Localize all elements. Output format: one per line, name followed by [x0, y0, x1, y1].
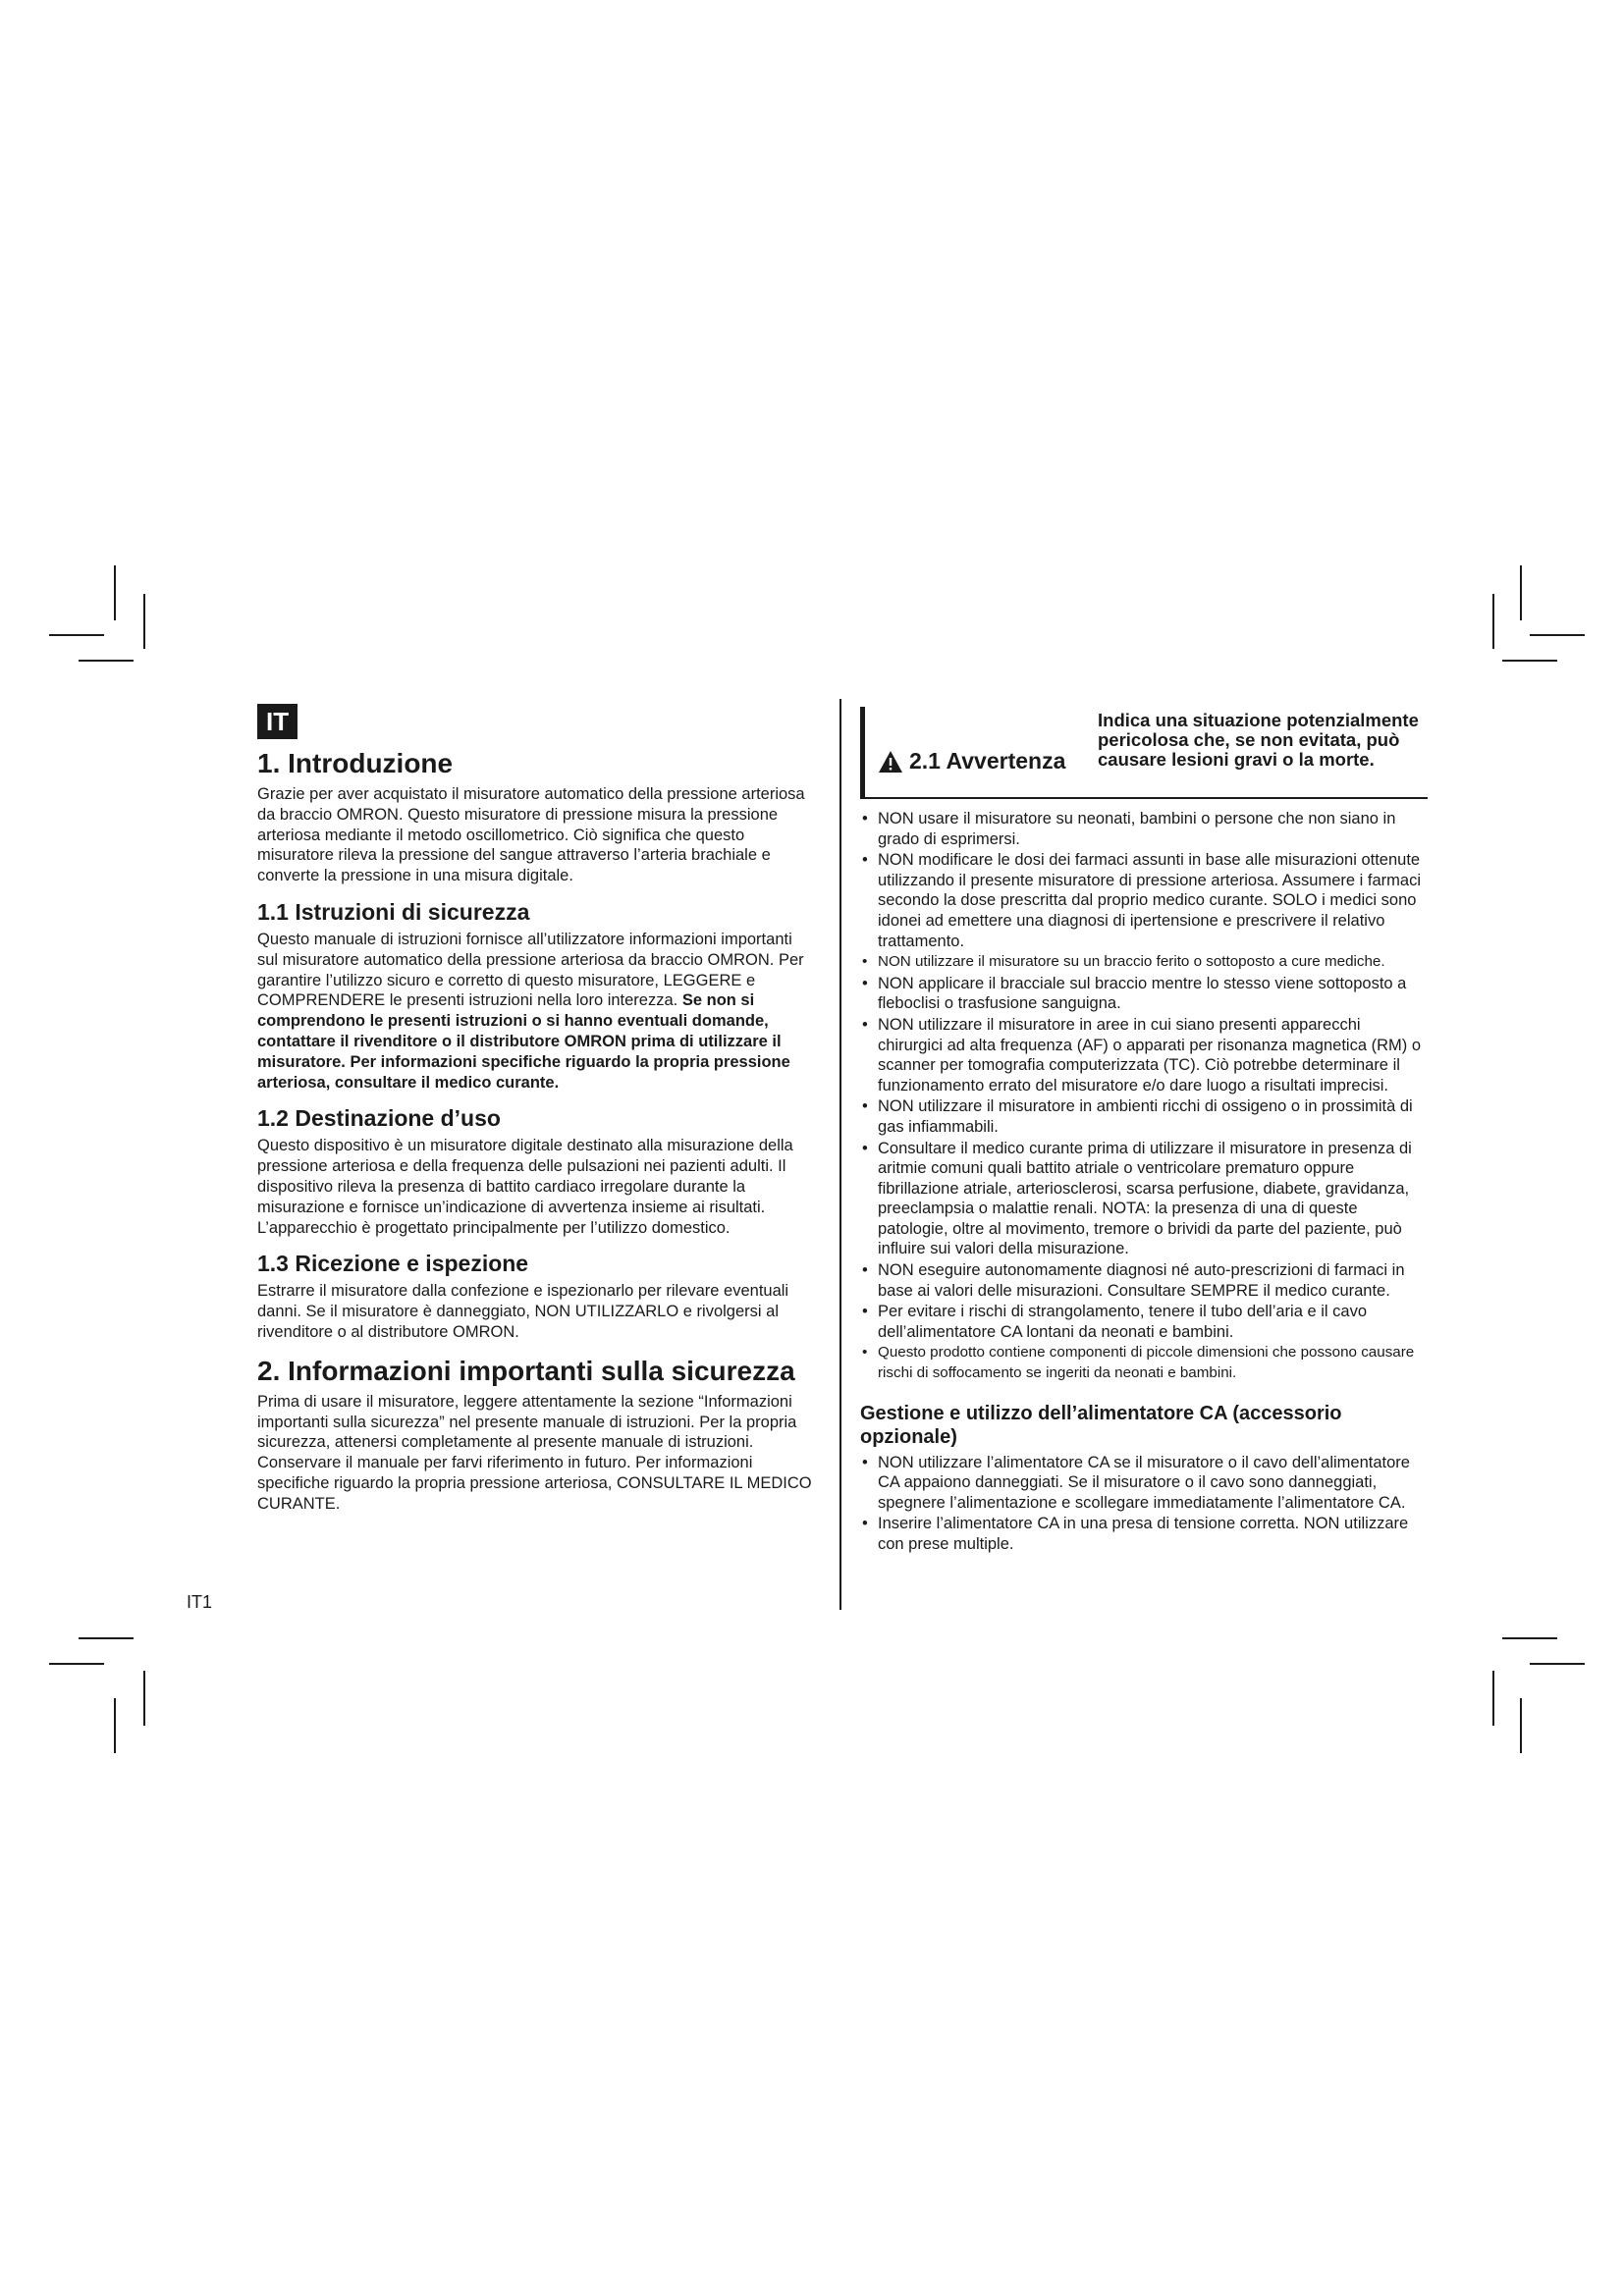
crop-mark: [1492, 1671, 1494, 1726]
crop-mark: [114, 1698, 116, 1753]
list-item: • NON utilizzare il misuratore in aree in cui siano presenti apparecchi chirurgici ad alta frequenza (AF) o apparati per risonanza magnetica (RM) o scanner per tomografia computerizzata (TC). Ciò potrebbe determinare il funzionamento errato del misuratore e/o dare luogo a risultati imprecisi.: [860, 1015, 1428, 1095]
warning-title: [878, 748, 1065, 774]
warning-rule: [860, 797, 1428, 799]
right-column: [860, 707, 1428, 1556]
list-item: • NON utilizzare il misuratore su un braccio ferito o sottoposto a cure mediche.: [860, 952, 1428, 973]
info-paragraph-1: Prima di usare il misuratore, leggere attentamente la sezione “Informazioni importanti sulla sicurezza” nel presente manuale di istruzioni. Per la propria sicurezza, attenersi completamente al presente manuale di istruzioni.: [257, 1392, 797, 1452]
language-badge: IT: [257, 704, 298, 739]
list-item: • Per evitare i rischi di strangolamento, tenere il tubo dell’aria e il cavo dell’alimentatore CA lontani da neonati e bambini.: [860, 1302, 1428, 1342]
intro-paragraph: Grazie per aver acquistato il misuratore automatico della pressione arteriosa da braccio OMRON. Questo misuratore di pressione misura la pressione arteriosa mediante il metodo oscillometrico. Ciò significa che questo misuratore rileva la pressione del sangue attraverso l’arteria brachiale e converte la pressione in una misura digitale.: [257, 785, 805, 885]
crop-mark: [1520, 1698, 1522, 1753]
crop-mark: [79, 660, 134, 662]
list-item: • NON applicare il bracciale sul braccio mentre lo stesso viene sottoposto a fleboclisi o trasfusione sanguigna.: [860, 974, 1428, 1014]
ac-adapter-list: [860, 1453, 1428, 1555]
section-title-istruzioni-sicurezza: 1.1 Istruzioni di sicurezza: [257, 898, 530, 925]
crop-mark: [1502, 660, 1557, 662]
crop-mark: [1502, 1637, 1557, 1639]
section-title-informazioni-sicurezza: 2. Informazioni importanti sulla sicurezza: [257, 1355, 795, 1386]
crop-mark: [1530, 634, 1585, 636]
crop-mark: [1530, 1663, 1585, 1665]
safety-paragraph: Questo manuale di istruzioni fornisce all’utilizzatore informazioni importanti sul misuratore automatico della pressione arteriosa da braccio OMRON. Per garantire l’utilizzo sicuro e corretto di questo misuratore, LEGGERE e COMPRENDERE le presenti istruzioni nella loro interezza. Se non si comprendono le presenti istruzioni o si hanno eventuali domande, contattare il rivenditore o il distributore OMRON prima di utilizzare il misuratore. Per informazioni specifiche riguardo la propria pressione arteriosa, consultare il medico curante.: [257, 930, 804, 1092]
use-paragraph: Questo dispositivo è un misuratore digitale destinato alla misurazione della pressione arteriosa e della frequenza delle pulsazioni nei pazienti adulti. Il dispositivo rileva la presenza di battito cardiaco irregolare durante la misurazione e fornisce un’indicazione di avvertenza insieme ai risultati. L’apparecchio è progettato principalmente per l’utilizzo domestico.: [257, 1137, 793, 1237]
list-item: • NON utilizzare il misuratore in ambienti ricchi di ossigeno o in prossimità di gas infiammabili.: [860, 1096, 1428, 1137]
section-title-introduzione: 1. Introduzione: [257, 748, 454, 778]
list-item: • Questo prodotto contiene componenti di piccole dimensioni che possono causare rischi di soffocamento se ingeriti da neonati e bambini.: [860, 1343, 1428, 1383]
crop-mark: [49, 634, 104, 636]
crop-mark: [114, 565, 116, 620]
crop-mark: [143, 1671, 145, 1726]
info-paragraph-2: Conservare il manuale per farvi riferimento in futuro. Per informazioni specifiche riguardo la propria pressione arteriosa, CONSULTARE IL MEDICO CURANTE.: [257, 1454, 812, 1513]
left-column: [257, 704, 817, 1515]
warning-title-text: 2.1 Avvertenza: [909, 748, 1066, 774]
crop-mark: [49, 1663, 104, 1665]
ac-adapter-title: Gestione e utilizzo dell’alimentatore CA (accessorio opzionale): [860, 1402, 1342, 1448]
page-number: IT1: [187, 1592, 213, 1612]
list-item: • NON utilizzare l’alimentatore CA se il misuratore o il cavo dell’alimentatore CA appaiono danneggiati. Se il misuratore o il cavo sono danneggiati, spegnere l’alimentazione e scollegare immediatamente l’alimentatore CA.: [860, 1453, 1428, 1514]
crop-mark: [79, 1637, 134, 1639]
warning-bar: [860, 707, 865, 797]
warning-list: [860, 809, 1428, 1384]
column-divider: [839, 699, 841, 1610]
crop-mark: [1520, 565, 1522, 620]
list-item: • NON eseguire autonomamente diagnosi né auto-prescrizioni di farmaci in base ai valori delle misurazioni. Consultare SEMPRE il medico curante.: [860, 1260, 1428, 1301]
safety-bold-text: Se non si comprendono le presenti istruzioni o si hanno eventuali domande, contattare il rivenditore o il distributore OMRON prima di utilizzare il misuratore. Per informazioni specifiche riguardo la propria pressione arteriosa, consultare il medico curante.: [257, 991, 790, 1092]
receipt-paragraph: Estrarre il misuratore dalla confezione e ispezionarlo per rilevare eventuali danni. Se il misuratore è danneggiato, NON UTILIZZARLO e rivolgersi al rivenditore o al distributore OMRON.: [257, 1282, 789, 1341]
list-item: • NON modificare le dosi dei farmaci assunti in base alle misurazioni ottenute utilizzando il presente misuratore di pressione arteriosa. Assumere i farmaci secondo la dose prescritta dal proprio medico curante. SOLO i medici sono idonei ad emettere una diagnosi di ipertensione e prescrivere il relativo trattamento.: [860, 850, 1428, 951]
warning-description: Indica una situazione potenzialmente pericolosa che, se non evitata, può causare lesioni gravi o la morte.: [1098, 710, 1419, 770]
warning-header: [860, 707, 1428, 799]
list-item: • NON usare il misuratore su neonati, bambini o persone che non siano in grado di esprimersi.: [860, 809, 1428, 849]
warning-triangle-icon: [878, 750, 903, 774]
crop-mark: [1492, 594, 1494, 649]
list-item: • Inserire l’alimentatore CA in una presa di tensione corretta. NON utilizzare con prese multiple.: [860, 1514, 1428, 1554]
section-title-ricezione-ispezione: 1.3 Ricezione e ispezione: [257, 1251, 529, 1277]
crop-mark: [143, 594, 145, 649]
section-title-destinazione-uso: 1.2 Destinazione d’uso: [257, 1105, 501, 1132]
list-item: • Consultare il medico curante prima di utilizzare il misuratore in presenza di aritmie comuni quali battito atriale o ventricolare prematuro oppure fibrillazione atriale, arteriosclerosi, scarsa perfusione, diabete, gravidanza, preeclampsia o malattie renali. NOTA: la presenza di una di queste patologie, oltre al movimento, tremore o brividi da parte del paziente, può influire sui valori della misurazione.: [860, 1139, 1428, 1260]
